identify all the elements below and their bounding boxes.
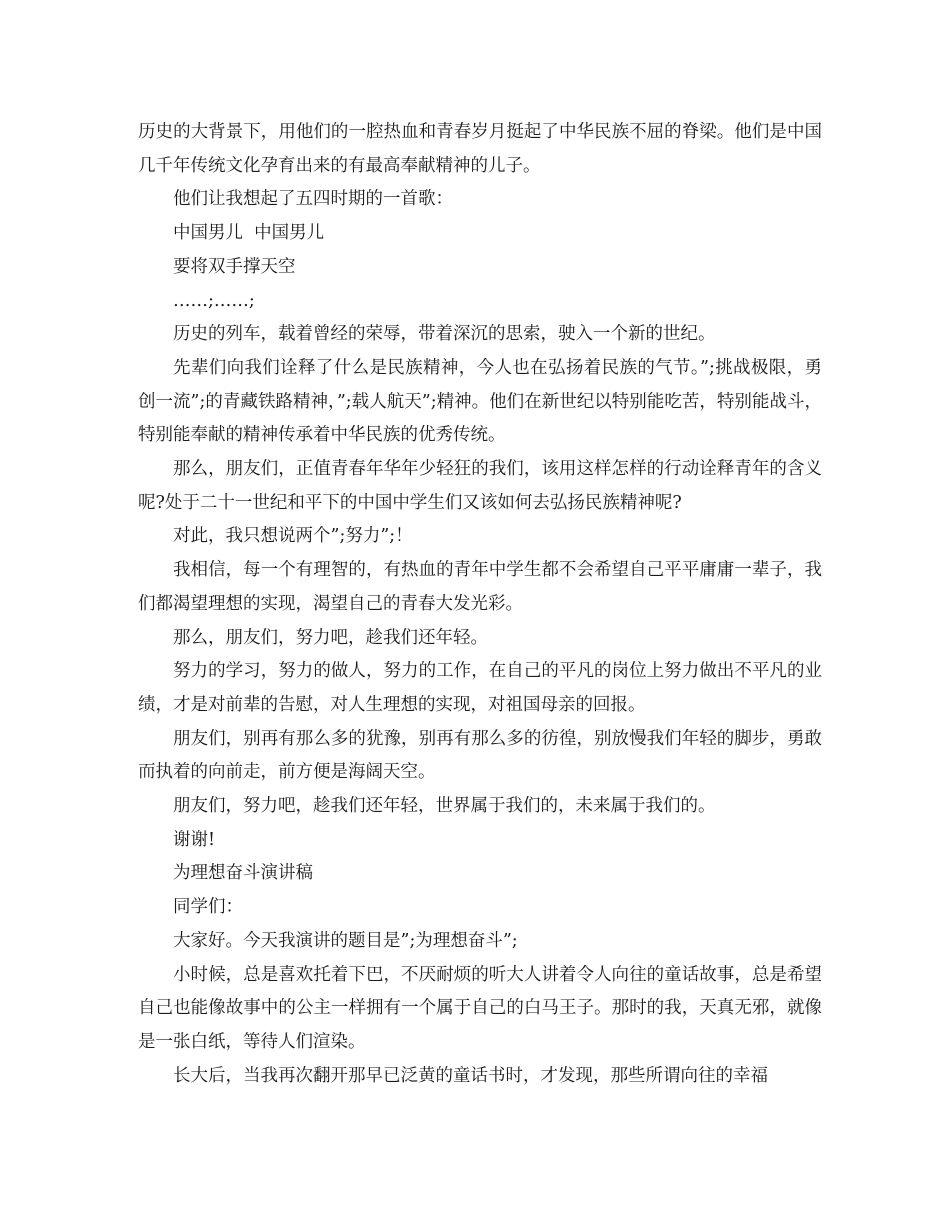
paragraph-9: 对此，我只想说两个”;努力”;！ [173, 526, 413, 547]
paragraph-2: 他们让我想起了五四时期的一首歌： [173, 189, 453, 210]
paragraph-10: 我相信，每一个有理智的，有热血的青年中学生都不会希望自己平平庸庸一辈子，我们都渴望理想的实现，渴望自己的青春大发光彩。 [138, 560, 822, 614]
paragraph-20: 长大后，当我再次翻开那早已泛黄的童话书时，才发现，那些所谓向往的幸福 [173, 1065, 768, 1086]
paragraph-18: 大家好。今天我演讲的题目是”;为理想奋斗”; [173, 930, 518, 951]
paragraph-11: 那么，朋友们，努力吧，趁我们还年轻。 [173, 627, 488, 648]
paragraph-8: 那么，朋友们，正值青春年华年少轻狂的我们，该用这样怎样的行动诠释青年的含义呢?处于二十一世纪和平下的中国中学生们又该如何去弘扬民族精神呢? [138, 459, 822, 513]
paragraph-3: 中国男儿 中国男儿 [173, 223, 325, 244]
document-body [138, 116, 822, 1093]
paragraph-16-heading: 为理想奋斗演讲稿 [173, 863, 313, 884]
paragraph-13: 朋友们，别再有那么多的犹豫，别再有那么多的彷徨，别放慢我们年轻的脚步，勇敢而执着的向前走，前方便是海阔天空。 [138, 728, 822, 783]
paragraph-6: 历史的列车，载着曾经的荣辱，带着深沉的思索，驶入一个新的世纪。 [173, 324, 716, 345]
paragraph-4: 要将双手撑天空 [173, 256, 296, 277]
paragraph-14: 朋友们，努力吧，趁我们还年轻，世界属于我们的，未来属于我们的。 [173, 796, 716, 817]
paragraph-15: 谢谢! [173, 829, 216, 850]
paragraph-7: 先辈们向我们诠释了什么是民族精神，今人也在弘扬着民族的气节。”;挑战极限，勇创一流”;的青藏铁路精神，”;载人航天”;精神。他们在新世纪以特别能吃苦，特别能战斗，特别能奉献的精神传承着中华民族的优秀传统。 [138, 357, 822, 446]
paragraph-1: 历史的大背景下，用他们的一腔热血和青春岁月挺起了中华民族不屈的脊梁。他们是中国几千年传统文化孕育出来的有最高奉献精神的儿子。 [138, 122, 822, 176]
paragraph-19: 小时候，总是喜欢托着下巴，不厌耐烦的听大人讲着令人向往的童话故事，总是希望自己也能像故事中的公主一样拥有一个属于自己的白马王子。那时的我，天真无邪，就像是一张白纸，等待人们渲染。 [138, 964, 822, 1052]
paragraph-5: ……;……; [173, 290, 255, 311]
paragraph-12: 努力的学习，努力的做人，努力的工作，在自己的平凡的岗位上努力做出不平凡的业绩，才是对前辈的告慰，对人生理想的实现，对祖国母亲的回报。 [138, 661, 822, 715]
paragraph-17: 同学们： [173, 897, 243, 918]
